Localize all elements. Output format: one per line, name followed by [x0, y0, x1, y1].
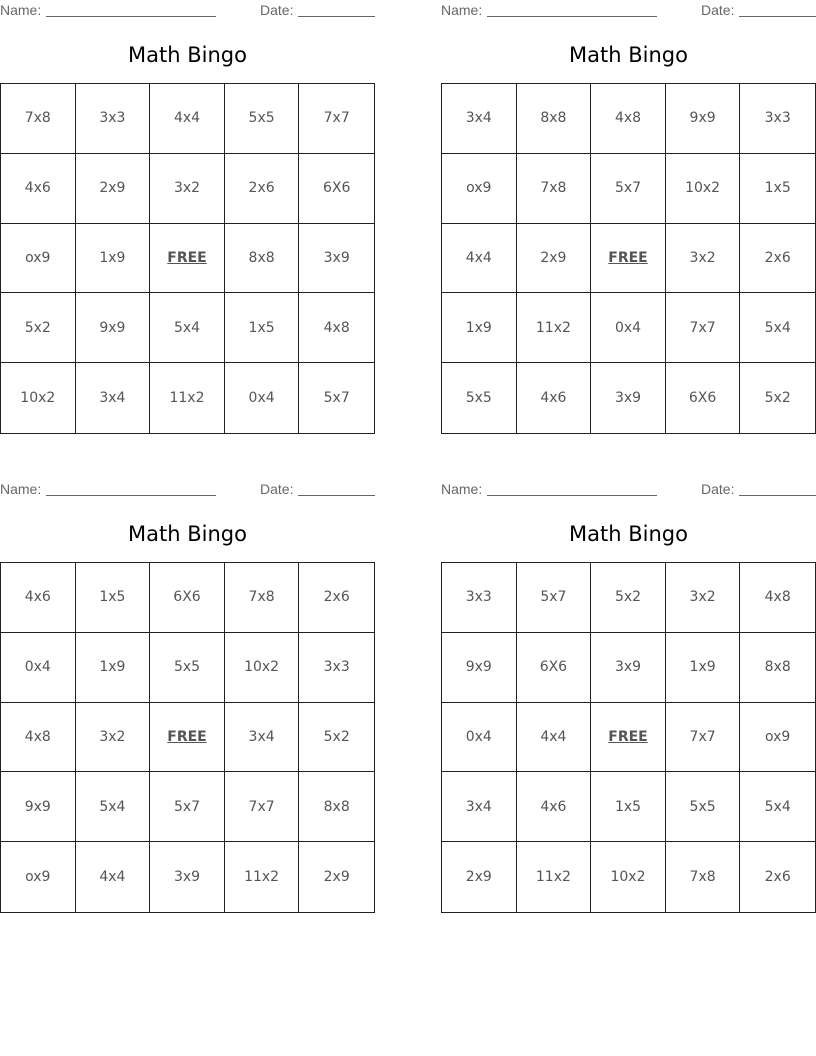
bingo-cell: 5x4 [740, 772, 815, 842]
bingo-cell: 8x8 [225, 224, 300, 294]
bingo-cell: 7x8 [666, 842, 741, 912]
bingo-grid [0, 562, 375, 913]
bingo-cell: ox9 [442, 154, 517, 224]
bingo-cell: 7x7 [666, 293, 741, 363]
name-date-header [441, 481, 816, 499]
bingo-cell: 3x2 [666, 224, 741, 294]
bingo-cell: 11x2 [517, 842, 592, 912]
bingo-cell: 2x9 [517, 224, 592, 294]
bingo-cell: 3x4 [442, 772, 517, 842]
name-label: Name: [441, 2, 483, 18]
bingo-cell: 10x2 [225, 633, 300, 703]
bingo-cell: 3x9 [591, 363, 666, 433]
bingo-cell: 8x8 [740, 633, 815, 703]
bingo-cell: ox9 [1, 842, 76, 912]
bingo-cell: 4x6 [517, 363, 592, 433]
date-blank-line [739, 16, 816, 17]
bingo-cell: 11x2 [150, 363, 225, 433]
bingo-cell: 5x2 [1, 293, 76, 363]
bingo-cell: 5x5 [666, 772, 741, 842]
bingo-cell: 10x2 [1, 363, 76, 433]
bingo-cell: 5x4 [76, 772, 151, 842]
name-label: Name: [0, 481, 42, 497]
date-label: Date: [701, 2, 735, 18]
bingo-cell: 4x8 [299, 293, 374, 363]
bingo-card [441, 479, 816, 919]
bingo-cell: 5x7 [591, 154, 666, 224]
name-label: Name: [0, 2, 42, 18]
bingo-cell: 4x6 [517, 772, 592, 842]
bingo-cell: 5x2 [591, 563, 666, 633]
bingo-card [0, 0, 375, 440]
bingo-cell: 11x2 [225, 842, 300, 912]
bingo-cell: 7x8 [517, 154, 592, 224]
bingo-cell: 5x2 [764, 390, 791, 407]
bingo-cell: 2x6 [764, 869, 791, 886]
date-blank-line [298, 495, 375, 496]
name-label: Name: [441, 481, 483, 497]
bingo-cell: 1x5 [225, 293, 300, 363]
bingo-cell: 5x7 [150, 772, 225, 842]
bingo-cell: 3x2 [76, 703, 151, 773]
free-space-cell: FREE [591, 224, 666, 294]
bingo-cell: 3x9 [591, 633, 666, 703]
bingo-cell: 5x4 [150, 293, 225, 363]
bingo-cell: 2x9 [442, 842, 517, 912]
bingo-cell: 6X6 [150, 563, 225, 633]
bingo-cell: 10x2 [666, 154, 741, 224]
bingo-grid [441, 83, 816, 434]
bingo-cell: 5x5 [150, 633, 225, 703]
bingo-cell: ox9 [740, 703, 815, 773]
bingo-cell: 4x8 [591, 84, 666, 154]
bingo-cell: 3x2 [666, 563, 741, 633]
date-label: Date: [701, 481, 735, 497]
bingo-cell: 5x2 [299, 703, 374, 773]
bingo-cell: 3x4 [76, 363, 151, 433]
bingo-card [0, 479, 375, 919]
bingo-cell: 4x4 [442, 224, 517, 294]
name-date-header [441, 2, 816, 20]
date-label: Date: [260, 481, 294, 497]
name-blank-line [46, 16, 216, 17]
bingo-cell: 2x6 [299, 563, 374, 633]
name-blank-line [487, 16, 657, 17]
date-blank-line [739, 495, 816, 496]
bingo-cell: 3x4 [442, 84, 517, 154]
bingo-cell: 0x4 [1, 633, 76, 703]
bingo-cell: 4x6 [1, 563, 76, 633]
date-label: Date: [260, 2, 294, 18]
bingo-cell: 4x4 [517, 703, 592, 773]
bingo-cell: 2x6 [740, 224, 815, 294]
bingo-cell: 7x8 [1, 84, 76, 154]
bingo-cell: 9x9 [76, 293, 151, 363]
name-blank-line [487, 495, 657, 496]
bingo-cell: 7x7 [666, 703, 741, 773]
bingo-cell: 9x9 [666, 84, 741, 154]
bingo-cell: 4x4 [76, 842, 151, 912]
bingo-grid [0, 83, 375, 434]
bingo-cell: 8x8 [299, 772, 374, 842]
bingo-cell: 1x9 [442, 293, 517, 363]
bingo-cell: 5x5 [442, 363, 517, 433]
bingo-cell: 11x2 [517, 293, 592, 363]
bingo-cell: 9x9 [442, 633, 517, 703]
name-blank-line [46, 495, 216, 496]
bingo-cell: ox9 [1, 224, 76, 294]
bingo-cell: 7x8 [225, 563, 300, 633]
name-date-header [0, 481, 375, 499]
bingo-cell: 1x5 [740, 154, 815, 224]
card-title: Math Bingo [569, 522, 688, 546]
bingo-cell: 3x3 [299, 633, 374, 703]
name-date-header [0, 2, 375, 20]
card-title: Math Bingo [128, 522, 247, 546]
bingo-cell: 4x6 [1, 154, 76, 224]
bingo-card [441, 0, 816, 440]
bingo-cell: 7x7 [225, 772, 300, 842]
bingo-cell: 8x8 [517, 84, 592, 154]
bingo-cell: 5x4 [740, 293, 815, 363]
bingo-cell: 3x9 [299, 224, 374, 294]
bingo-cell: 3x3 [740, 84, 815, 154]
card-title: Math Bingo [128, 43, 247, 67]
card-title: Math Bingo [569, 43, 688, 67]
bingo-cell: 3x3 [442, 563, 517, 633]
bingo-cell: 3x4 [225, 703, 300, 773]
bingo-cell: 7x7 [299, 84, 374, 154]
bingo-cell: 5x7 [517, 563, 592, 633]
date-blank-line [298, 16, 375, 17]
free-space-cell: FREE [150, 224, 225, 294]
bingo-cell: 0x4 [442, 703, 517, 773]
bingo-cell: 3x2 [150, 154, 225, 224]
bingo-cell: 2x9 [323, 869, 350, 886]
bingo-cell: 1x9 [76, 633, 151, 703]
bingo-cell: 4x4 [150, 84, 225, 154]
bingo-cell: 2x9 [76, 154, 151, 224]
bingo-cell: 4x8 [740, 563, 815, 633]
free-space-cell: FREE [591, 703, 666, 773]
bingo-cell: 4x8 [1, 703, 76, 773]
bingo-cell: 5x5 [225, 84, 300, 154]
bingo-cell: 6X6 [517, 633, 592, 703]
bingo-cell: 2x6 [225, 154, 300, 224]
bingo-cell: 10x2 [591, 842, 666, 912]
bingo-cell: 0x4 [591, 293, 666, 363]
bingo-cell: 6X6 [299, 154, 374, 224]
bingo-cell: 1x5 [76, 563, 151, 633]
bingo-cell: 6X6 [666, 363, 741, 433]
bingo-grid [441, 562, 816, 913]
bingo-cell: 1x9 [76, 224, 151, 294]
bingo-cell: 1x5 [591, 772, 666, 842]
bingo-cell: 0x4 [225, 363, 300, 433]
bingo-cell: 9x9 [1, 772, 76, 842]
bingo-cell: 3x9 [150, 842, 225, 912]
bingo-cell: 5x7 [323, 390, 350, 407]
free-space-cell: FREE [150, 703, 225, 773]
bingo-cell: 3x3 [76, 84, 151, 154]
bingo-cell: 1x9 [666, 633, 741, 703]
